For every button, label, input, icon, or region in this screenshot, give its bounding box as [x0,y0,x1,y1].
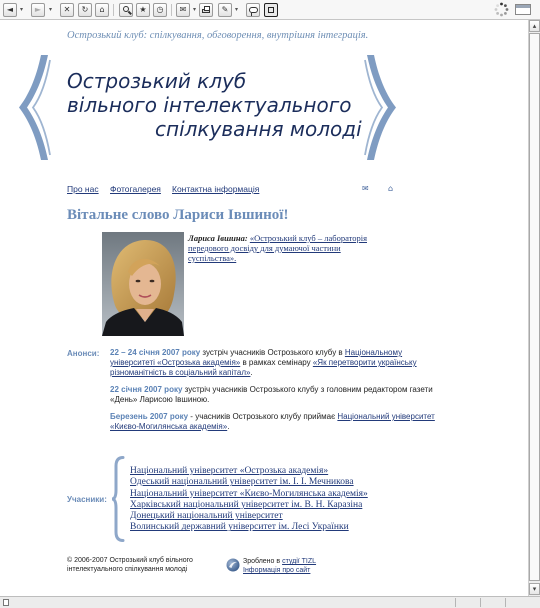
announcement-date: 22 січня 2007 року [110,385,183,394]
scroll-down-button[interactable] [529,583,540,595]
back-dropdown[interactable] [18,6,25,14]
browser-toolbar [0,0,540,20]
toolbar-separator [171,4,172,16]
quote-link[interactable]: «Острозький клуб – лабораторія передового досвіду для думаючої частини суспільства». [188,233,367,263]
messenger-icon [268,7,274,13]
history-icon: ◷ [156,5,164,14]
site-info-link[interactable]: Інформація про сайт [243,567,311,574]
site-title-line-2: вільного інтелектуального [67,93,352,117]
participants-list [130,466,368,534]
status-bar [0,596,540,608]
envelope-icon[interactable]: ✉ [362,184,369,193]
mail-button[interactable] [176,3,190,17]
history-button[interactable] [153,3,167,17]
page-status-icon [3,599,9,606]
announcement-link-seminar[interactable]: «Як перетворити українську різноманітність в соціальний капітал» [110,358,417,377]
home-icon[interactable]: ⌂ [388,184,394,193]
portrait-photo [102,232,184,336]
participant-link[interactable]: Харківський національний університет ім. В. Н. Каразіна [130,499,363,510]
announcement-text: зустріч учасників Острозького клубу з головним редактором газети «День» Ларисою Івшиною. [110,385,433,404]
announcement-item [110,412,440,432]
nav-item-contacts[interactable]: Контактна інформація [172,184,260,194]
refresh-icon: ↻ [81,5,89,14]
footer-copyright: © 2006-2007 Острозький клуб вільного інтелектуального спілкування молоді [67,557,193,573]
status-panel [480,598,505,607]
announcements-list [110,348,440,439]
print-button[interactable] [199,3,213,17]
scroll-up-button[interactable] [529,20,540,32]
vertical-scrollbar[interactable] [528,20,540,596]
participant-link[interactable]: Національний університет «Острозька академія» [130,466,329,476]
forward-dropdown[interactable] [47,6,54,14]
search-button[interactable] [119,3,133,17]
scroll-thumb[interactable] [529,33,540,581]
announcement-text: . [227,422,230,431]
announcement-text: . [250,368,253,377]
window-icon [515,4,531,15]
back-button[interactable] [3,3,17,17]
right-chevron-icon [364,55,396,160]
participants-label: Учасники: [67,495,107,504]
page-viewport [0,20,528,596]
participant-link[interactable]: Волинський державний університет ім. Лесі Українки [130,522,349,533]
forward-button[interactable] [31,3,45,17]
chevron-down-icon: ▾ [19,6,23,13]
chevron-down-icon: ▾ [192,6,196,13]
studio-link[interactable]: студії TIZL [282,558,317,565]
nav-item-about[interactable]: Про нас [67,184,99,194]
favorites-button[interactable] [136,3,150,17]
discuss-button[interactable] [246,3,260,17]
announcement-item [110,348,440,378]
left-chevron-icon [19,55,51,160]
site-tagline: Острозький клуб: спілкування, обговорення, внутрішня інтеграція. [67,30,369,41]
announcements-label: Анонси: [67,349,100,358]
announcement-link-ostroh-academy[interactable]: Національному університеті «Острозька академія» [110,348,403,367]
site-title-line-1: Острозький клуб [67,69,247,93]
mail-icon: ✉ [179,5,187,14]
loading-throbber-icon [494,2,509,17]
forward-icon: ► [34,5,42,14]
announcement-date: 22 – 24 січня 2007 року [110,348,201,357]
stop-button[interactable] [60,3,74,17]
participant-link[interactable]: Одеський національний університет ім. І. І. Мечникова [130,477,354,488]
quote-author: Лариса Івшина: [188,233,248,243]
home-icon: ⌂ [99,5,105,14]
chevron-up-icon: ▴ [532,22,537,30]
announcement-link-kyiv-mohyla[interactable]: Національний університет «Києво-Могилянська академія» [110,412,435,431]
discuss-icon [249,7,258,13]
status-panel [455,598,480,607]
chevron-down-icon: ▾ [234,6,238,13]
home-button[interactable] [95,3,109,17]
announcement-date: Березень 2007 року [110,412,189,421]
edit-dropdown[interactable] [233,6,240,14]
print-icon [202,9,210,13]
chevron-down-icon: ▾ [532,585,537,593]
edit-icon: ✎ [221,5,229,14]
back-icon: ◄ [6,5,14,14]
chevron-down-icon: ▾ [48,6,52,13]
participant-link[interactable]: Донецький національний університет [130,511,283,522]
favorites-icon: ★ [139,5,147,14]
announcement-text: зустріч учасників Острозького клубу в [200,348,345,357]
announcement-item [110,385,440,405]
page-title: Вітальне слово Лариси Івшиної! [67,207,289,223]
announcement-text: - учасників Острозького клубу приймає [188,412,338,421]
search-icon [123,6,129,12]
made-in-label: Зроблено в [243,558,281,565]
greeting-quote [188,233,383,263]
announcement-text: в рамках семінару [240,358,313,367]
nav-item-photo-gallery[interactable]: Фотогалерея [110,184,161,194]
edit-button[interactable] [218,3,232,17]
messenger-button[interactable] [264,3,278,17]
footer-credits [243,557,316,575]
stop-icon: ✕ [63,5,71,14]
toolbar-separator [113,4,114,16]
mail-dropdown[interactable] [191,6,198,14]
curly-brace-icon [111,456,125,542]
status-panel [505,598,530,607]
studio-logo-icon[interactable] [226,558,240,572]
participant-link[interactable]: Національний університет «Києво-Могилянська академія» [130,488,368,499]
site-title-line-3: спілкування молоді [155,117,362,141]
refresh-button[interactable] [78,3,92,17]
